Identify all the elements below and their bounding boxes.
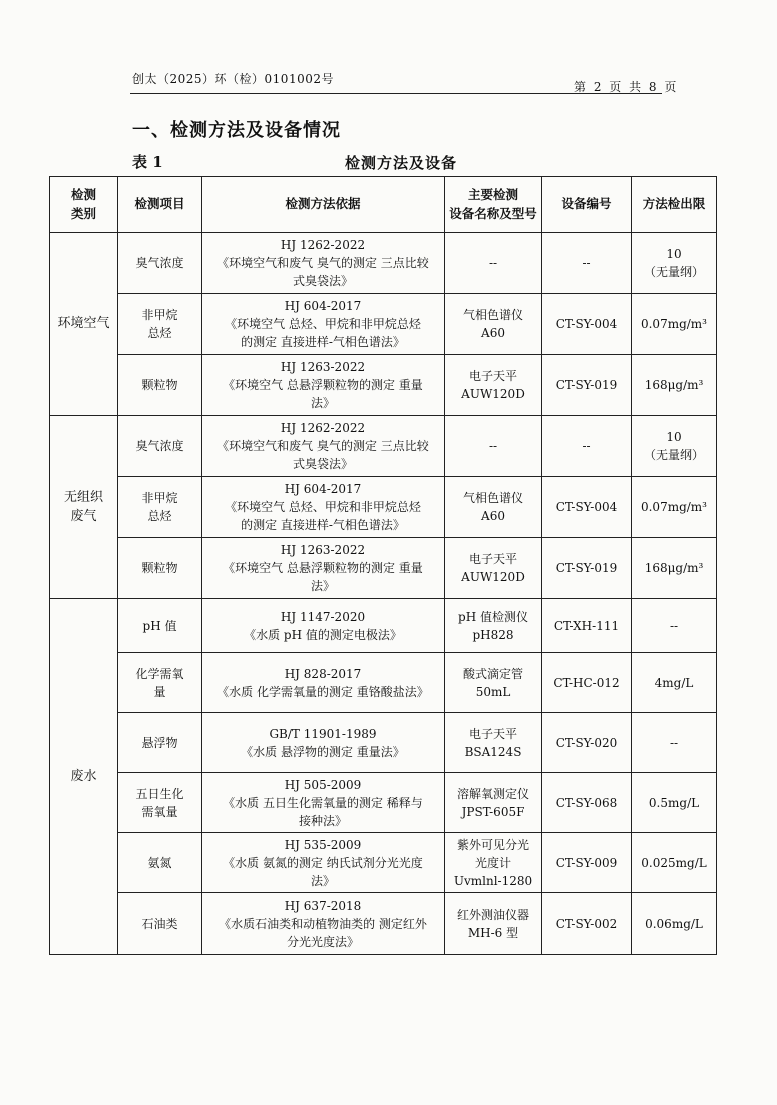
item-cell: 臭气浓度 <box>118 233 202 294</box>
detection-limit-cell: 168μg/m³ <box>632 538 717 599</box>
header-code: 设备编号 <box>542 177 632 233</box>
item-cell: 化学需氧 量 <box>118 653 202 713</box>
table-row <box>50 233 717 294</box>
table-row <box>50 355 717 416</box>
method-cell: HJ 1263-2022 《环境空气 总悬浮颗粒物的测定 重量 法》 <box>202 538 445 599</box>
table-row <box>50 833 717 893</box>
equipment-code-cell: CT-SY-020 <box>542 713 632 773</box>
category-cell: 废水 <box>50 599 118 955</box>
equipment-cell: 电子天平 AUW120D <box>445 355 542 416</box>
method-cell: HJ 604-2017 《环境空气 总烃、甲烷和非甲烷总烃 的测定 直接进样-气相色谱法》 <box>202 294 445 355</box>
table-row <box>50 713 717 773</box>
header-divider <box>130 93 662 94</box>
table-row <box>50 893 717 955</box>
table-caption: 检测方法及设备 <box>345 154 458 172</box>
detection-limit-cell: 0.06mg/L <box>632 893 717 955</box>
equipment-cell: -- <box>445 416 542 477</box>
detection-limit-cell: -- <box>632 599 717 653</box>
table-row <box>50 416 717 477</box>
header-item: 检测项目 <box>118 177 202 233</box>
equipment-cell: 红外测油仪器 MH-6 型 <box>445 893 542 955</box>
category-cell: 无组织 废气 <box>50 416 118 599</box>
detection-limit-cell: 0.07mg/m³ <box>632 294 717 355</box>
detection-limit-cell: -- <box>632 713 717 773</box>
equipment-cell: 紫外可见分光 光度计 Uvmlnl-1280 <box>445 833 542 893</box>
item-cell: pH 值 <box>118 599 202 653</box>
equipment-cell: 电子天平 AUW120D <box>445 538 542 599</box>
equipment-code-cell: -- <box>542 233 632 294</box>
table-row <box>50 599 717 653</box>
page-info: 第 2 页 共 8 页 <box>574 80 679 94</box>
table-row <box>50 294 717 355</box>
table-label: 表 1 <box>132 153 163 171</box>
item-cell: 氨氮 <box>118 833 202 893</box>
equipment-code-cell: CT-HC-012 <box>542 653 632 713</box>
equipment-code-cell: CT-SY-002 <box>542 893 632 955</box>
table-header-row <box>50 177 717 233</box>
detection-limit-cell: 0.5mg/L <box>632 773 717 833</box>
table-row <box>50 538 717 599</box>
method-cell: HJ 1262-2022 《环境空气和废气 臭气的测定 三点比较 式臭袋法》 <box>202 416 445 477</box>
item-cell: 非甲烷 总烃 <box>118 294 202 355</box>
table-row <box>50 477 717 538</box>
header-equipment: 主要检测 设备名称及型号 <box>445 177 542 233</box>
detection-limit-cell: 0.025mg/L <box>632 833 717 893</box>
equipment-code-cell: CT-SY-019 <box>542 538 632 599</box>
detection-limit-cell: 10 （无量纲） <box>632 233 717 294</box>
report-number: 创太（2025）环（检）0101002号 <box>132 72 334 86</box>
table-row <box>50 653 717 713</box>
method-cell: HJ 637-2018 《水质石油类和动植物油类的 测定红外 分光光度法》 <box>202 893 445 955</box>
method-cell: HJ 535-2009 《水质 氨氮的测定 纳氏试剂分光光度 法》 <box>202 833 445 893</box>
method-cell: HJ 505-2009 《水质 五日生化需氧量的测定 稀释与 接种法》 <box>202 773 445 833</box>
item-cell: 非甲烷 总烃 <box>118 477 202 538</box>
equipment-cell: pH 值检测仪 pH828 <box>445 599 542 653</box>
methods-table <box>49 176 717 955</box>
equipment-code-cell: CT-SY-068 <box>542 773 632 833</box>
item-cell: 五日生化 需氧量 <box>118 773 202 833</box>
detection-limit-cell: 168μg/m³ <box>632 355 717 416</box>
detection-limit-cell: 10 （无量纲） <box>632 416 717 477</box>
item-cell: 颗粒物 <box>118 355 202 416</box>
item-cell: 颗粒物 <box>118 538 202 599</box>
method-cell: GB/T 11901-1989 《水质 悬浮物的测定 重量法》 <box>202 713 445 773</box>
detection-limit-cell: 0.07mg/m³ <box>632 477 717 538</box>
method-cell: HJ 1147-2020 《水质 pH 值的测定电极法》 <box>202 599 445 653</box>
item-cell: 臭气浓度 <box>118 416 202 477</box>
equipment-code-cell: CT-XH-111 <box>542 599 632 653</box>
equipment-code-cell: CT-SY-009 <box>542 833 632 893</box>
equipment-cell: 电子天平 BSA124S <box>445 713 542 773</box>
category-cell: 环境空气 <box>50 233 118 416</box>
equipment-cell: 气相色谱仪 A60 <box>445 294 542 355</box>
item-cell: 悬浮物 <box>118 713 202 773</box>
equipment-code-cell: CT-SY-004 <box>542 477 632 538</box>
method-cell: HJ 1263-2022 《环境空气 总悬浮颗粒物的测定 重量 法》 <box>202 355 445 416</box>
equipment-cell: -- <box>445 233 542 294</box>
header-method: 检测方法依据 <box>202 177 445 233</box>
equipment-code-cell: CT-SY-019 <box>542 355 632 416</box>
equipment-code-cell: -- <box>542 416 632 477</box>
header-category: 检测 类别 <box>50 177 118 233</box>
equipment-cell: 酸式滴定管 50mL <box>445 653 542 713</box>
method-cell: HJ 604-2017 《环境空气 总烃、甲烷和非甲烷总烃 的测定 直接进样-气相色谱法》 <box>202 477 445 538</box>
equipment-cell: 溶解氧测定仪 JPST-605F <box>445 773 542 833</box>
table-row <box>50 773 717 833</box>
method-cell: HJ 828-2017 《水质 化学需氧量的测定 重铬酸盐法》 <box>202 653 445 713</box>
section-title: 一、检测方法及设备情况 <box>132 120 341 141</box>
header-limit: 方法检出限 <box>632 177 717 233</box>
equipment-cell: 气相色谱仪 A60 <box>445 477 542 538</box>
table-body <box>50 233 717 955</box>
detection-limit-cell: 4mg/L <box>632 653 717 713</box>
equipment-code-cell: CT-SY-004 <box>542 294 632 355</box>
item-cell: 石油类 <box>118 893 202 955</box>
method-cell: HJ 1262-2022 《环境空气和废气 臭气的测定 三点比较 式臭袋法》 <box>202 233 445 294</box>
